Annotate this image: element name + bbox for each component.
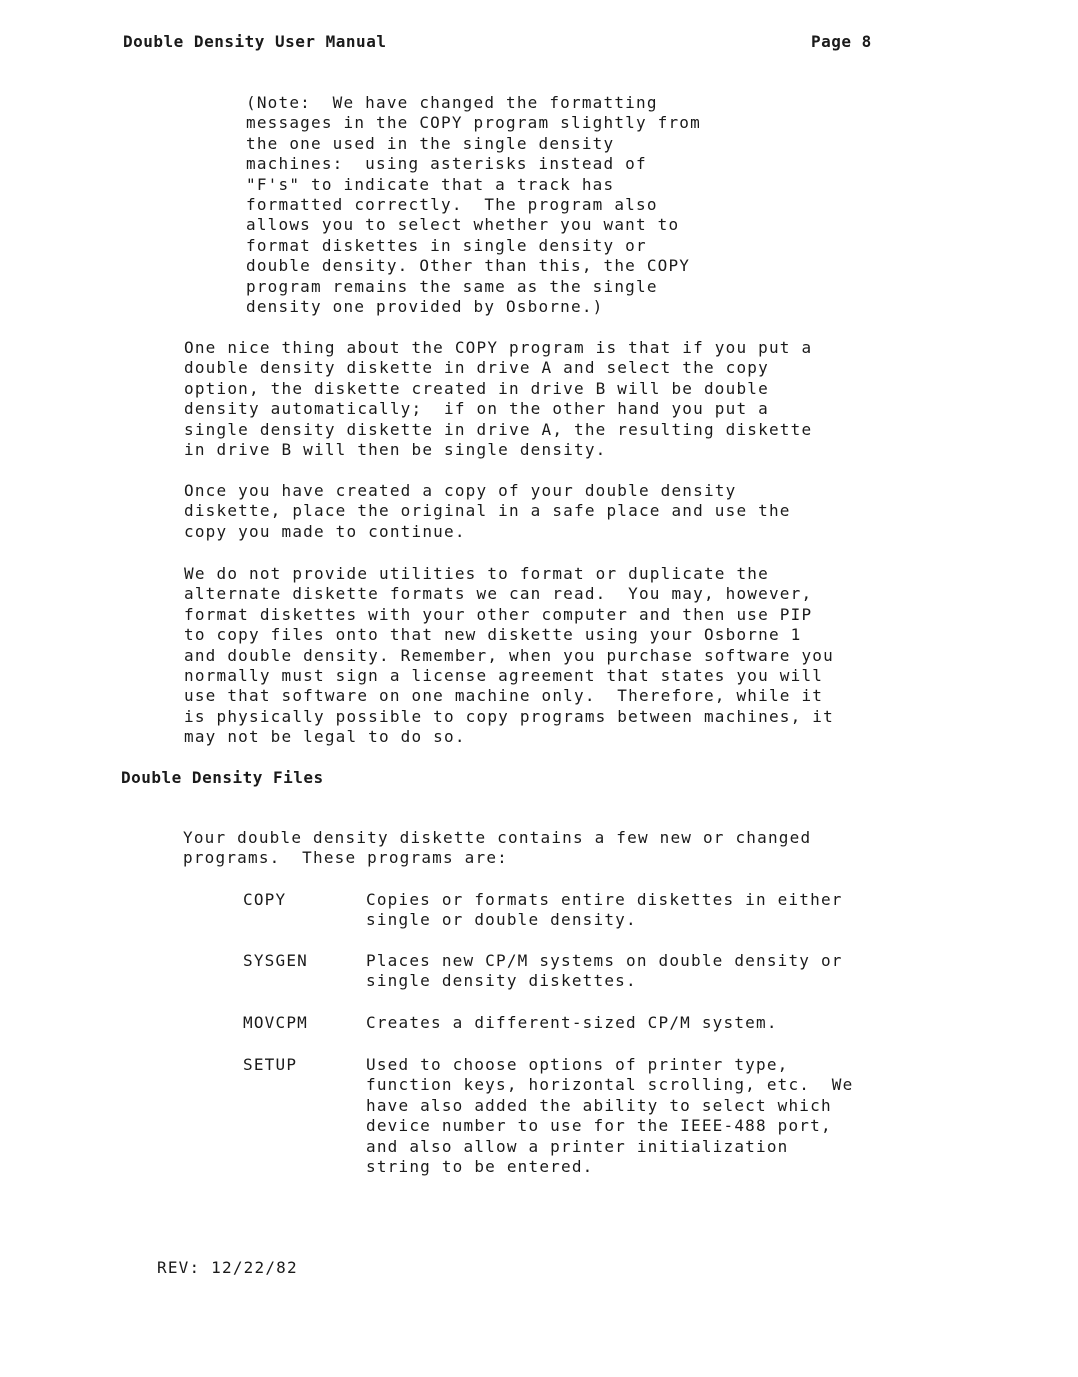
program-name: SYSGEN: [243, 951, 308, 970]
page-number: Page 8: [811, 32, 872, 51]
program-name: MOVCPM: [243, 1013, 308, 1032]
program-description: Creates a different-sized CP/M system.: [366, 1013, 778, 1032]
paragraph-formats: We do not provide utilities to format or duplicate the alternate diskette formats we can read. You may, however, format diskettes with your other computer and then use PIP to copy files onto that new diskette using your Osborne 1 and double density. Remember, when you purchase software you normally must sign a license agreement that states you will use that software on one machine only. Therefore, while it is physically possible to copy programs between machines, it may not be legal to do so.: [184, 564, 834, 747]
note-paragraph: (Note: We have changed the formatting messages in the COPY program slightly from the one used in the single density machines: using asterisks instead of "F's" to indicate that a track has formatted correctly. The program also allows you to select whether you want to format diskettes in single density or double density. Other than this, the COPY program remains the same as the single density one provided by Osborne.): [246, 93, 701, 317]
section-heading: Double Density Files: [121, 768, 324, 787]
program-description: Places new CP/M systems on double density or single density diskettes.: [366, 951, 843, 991]
program-name: SETUP: [243, 1055, 298, 1074]
program-description: Copies or formats entire diskettes in either single or double density.: [366, 890, 843, 930]
paragraph-backup: Once you have created a copy of your double density diskette, place the original in a safe place and use the copy you made to continue.: [184, 481, 791, 541]
document-title: Double Density User Manual: [123, 32, 387, 51]
paragraph-copy-density: One nice thing about the COPY program is that if you put a double density diskette in drive A and select the copy option, the diskette created in drive B will be double density automatically; if on the other hand you put a single density diskette in drive A, the resulting diskette in drive B will then be single density.: [184, 338, 813, 460]
program-name: COPY: [243, 890, 287, 909]
revision-date: REV: 12/22/82: [157, 1258, 298, 1277]
program-description: Used to choose options of printer type, function keys, horizontal scrolling, etc. We have also added the ability to select which device number to use for the IEEE-488 port, and also allow a printer initialization string to be entered.: [366, 1055, 854, 1177]
section-intro: Your double density diskette contains a few new or changed programs. These programs are:: [183, 828, 812, 868]
